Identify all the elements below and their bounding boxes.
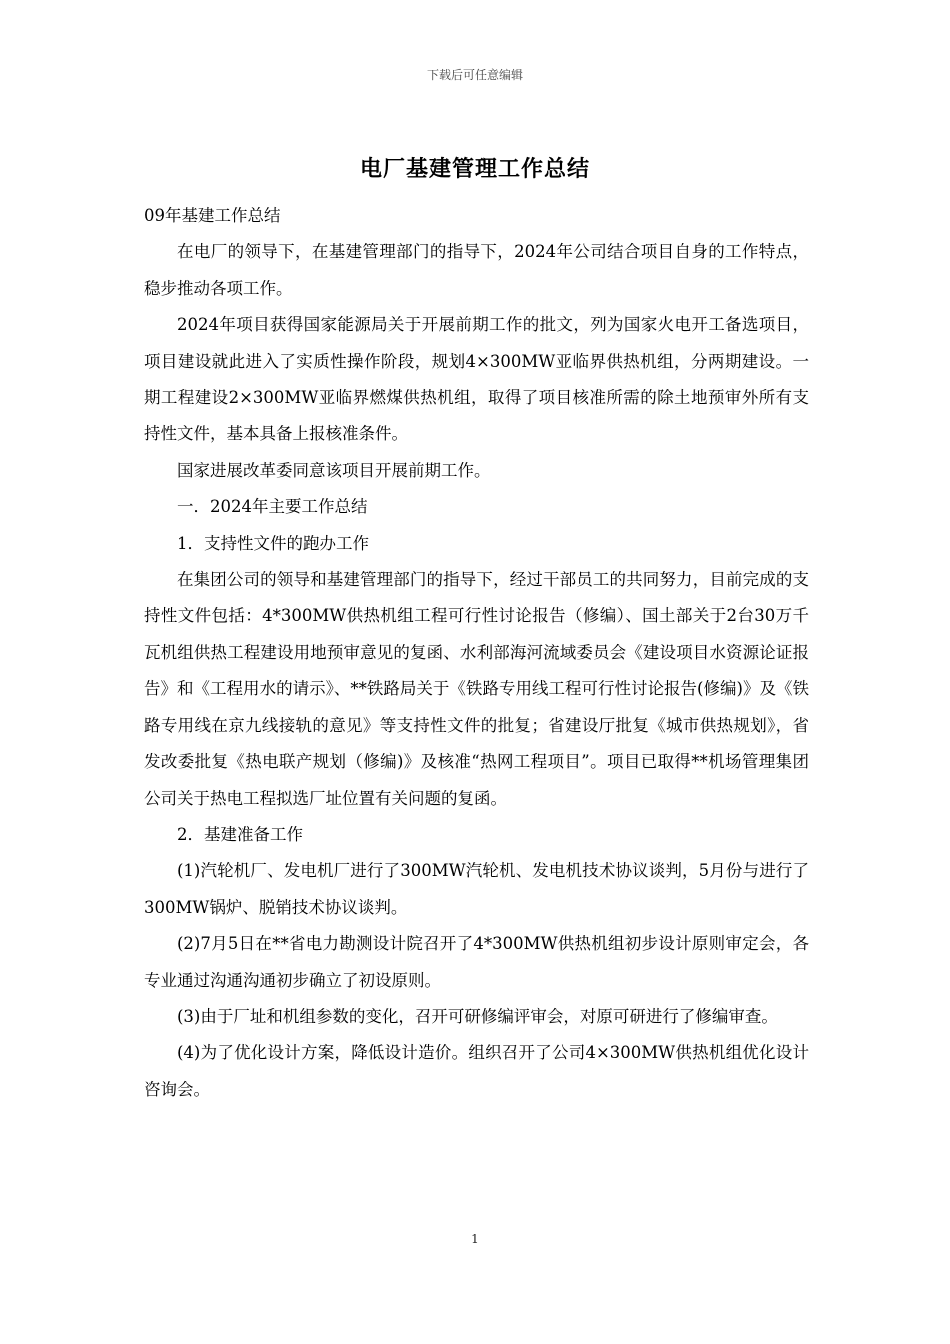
paragraph-project-approval: 2024年项目获得国家能源局关于开展前期工作的批文，列为国家火电开工备选项目，项目建设就此进入了实质性操作阶段，规划4×300MW亚临界供热机组，分两期建设。一期工程建设2×300MW亚临界燃煤供热机组，取得了项目核准所需的除土地预审外所有支持性文件，基本具备上报核准条件。	[144, 315, 809, 444]
paragraph-ndrc-consent: 国家进展改革委同意该项目开展前期工作。	[177, 460, 491, 480]
list-item-1: (1)汽轮机厂、发电机厂进行了300MW汽轮机、发电机技术协议谈判，5月份与进行了300MW锅炉、脱销技术协议谈判。	[144, 861, 809, 917]
list-item-2: (2)7月5日在**省电力勘测设计院召开了4*300MW供热机组初步设计原则审定会，各专业通过沟通沟通初步确立了初设原则。	[144, 934, 809, 990]
list-item-4: (4)为了优化设计方案，降低设计造价。组织召开了公司4×300MW供热机组优化设计咨询会。	[144, 1043, 809, 1099]
paragraph-intro: 在电厂的领导下，在基建管理部门的指导下，2024年公司结合项目自身的工作特点，稳步推动各项工作。	[144, 242, 809, 298]
paragraph-supporting-documents: 在集团公司的领导和基建管理部门的指导下，经过干部员工的共同努力，目前完成的支持性文件包括：4*300MW供热机组工程可行性讨论报告（修编）、国土部关于2台30万千瓦机组供热工程建设用地预审意见的复函、水利部海河流域委员会《建设项目水资源论证报告》和《工程用水的请示》、**铁路局关于《铁路专用线工程可行性讨论报告(修编)》及《铁路专用线在京九线接轨的意见》等支持性文件的批复；省建设厅批复《城市供热规划》，省发改委批复《热电联产规划（修编)》及核准“热网工程项目”。项目已取得**机场管理集团公司关于热电工程拟选厂址位置有关问题的复函。	[144, 570, 809, 808]
page-number: 1	[471, 1232, 479, 1246]
paragraph-subtitle: 09年基建工作总结	[144, 206, 281, 225]
subsection-heading-2: 2．基建准备工作	[177, 824, 303, 844]
subsection-heading-1: 1．支持性文件的跑办工作	[177, 533, 369, 553]
section-heading-1: 一．2024年主要工作总结	[177, 497, 368, 517]
document-title: 电厂基建管理工作总结	[359, 156, 590, 182]
document-body	[144, 198, 809, 1108]
list-item-3: (3)由于厂址和机组参数的变化，召开可研修编评审会，对原可研进行了修编审查。	[177, 1006, 778, 1026]
page-header-note: 下载后可任意编辑	[426, 68, 523, 82]
